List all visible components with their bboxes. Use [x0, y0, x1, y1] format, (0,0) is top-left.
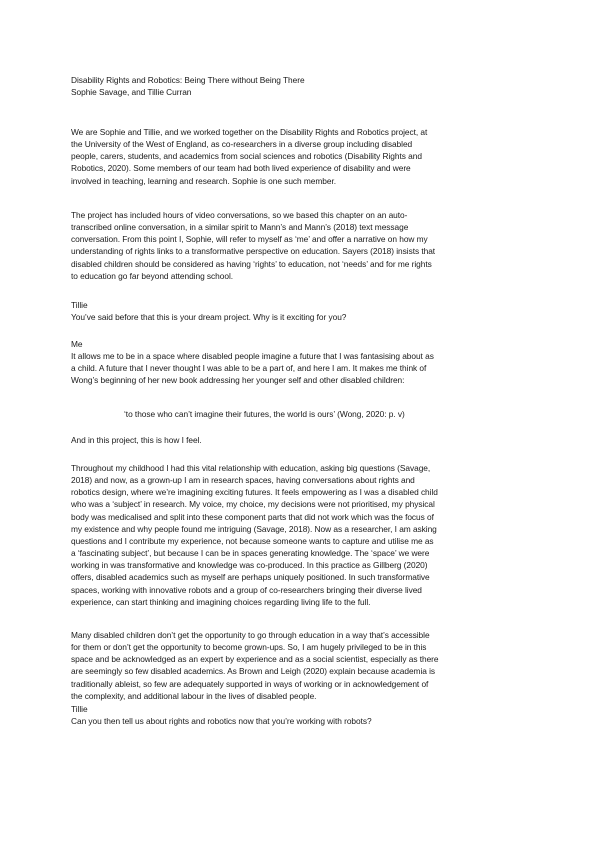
paragraph-line: are seemingly so few disabled academics. As Brown and Leigh (2020) explain because academia is: [71, 666, 436, 677]
paragraph-line: space and be acknowledged as an expert by experience and as a social scientist, especially as there: [71, 654, 439, 665]
paragraph-line: It allows me to be in a space where disabled people imagine a future that I was fantasising about as: [71, 351, 434, 362]
paragraph-method: [71, 209, 531, 282]
paragraph-feeling: [71, 434, 531, 446]
paragraph-line: The project has included hours of video conversations, so we based this chapter on an auto-: [71, 210, 408, 220]
paragraph-line: questions and I contribute my experience, not because someone wants to capture and utilise me as: [71, 535, 434, 546]
document-authors: Sophie Savage, and Tillie Curran: [71, 87, 192, 98]
paragraph-line: involved in teaching, learning and research. Sophie is one such member.: [71, 175, 337, 186]
paragraph-line: the University of the West of England, as co-researchers in a diverse group including disabled: [71, 139, 413, 150]
paragraph-line: Many disabled children don’t get the opportunity to go through education in a way that’s accessible: [71, 630, 430, 640]
paragraph-line: transcribed online conversation, in a similar spirit to Mann’s and Mann’s (2018) text message: [71, 222, 409, 233]
paragraph-childhood: [71, 462, 531, 608]
paragraph-privilege: [71, 629, 531, 702]
document-header: [71, 74, 531, 98]
paragraph-line: for them or don’t get the opportunity to become grown-ups. So, I am hugely privileged to be in this: [71, 642, 427, 653]
paragraph-line: robotics design, where we’re imagining exciting futures. It feels empowering as I was a disabled child: [71, 487, 438, 498]
dialogue-question-2: [71, 703, 531, 727]
block-quote: [124, 408, 544, 420]
paragraph-line: my existence and why people found me intriguing (Savage, 2018). Now as a researcher, I am asking: [71, 523, 437, 534]
speaker-label: Tillie: [71, 300, 88, 310]
paragraph-line: the complexity, and additional labour in the lives of disabled people.: [71, 690, 317, 701]
paragraph-line: understanding of rights links to a transformative perspective on education. Sayers (2018) insists that: [71, 246, 436, 257]
question-text: Can you then tell us about rights and robotics now that you’re working with robots?: [71, 716, 372, 727]
paragraph-line: conversation. From this point I, Sophie, will refer to myself as ‘me’ and offer a narrative on how my: [71, 234, 428, 245]
paragraph-line: Throughout my childhood I had this vital relationship with education, asking big questions (Savage,: [71, 463, 431, 473]
paragraph-line: a child. A future that I never thought I was able to be a part of, and here I am. It makes me think of: [71, 363, 427, 374]
paragraph-line: experience, can start thinking and imagining choices regarding living life to the full.: [71, 596, 371, 607]
dialogue-answer-1: [71, 338, 531, 387]
paragraph-line: And in this project, this is how I feel.: [71, 435, 202, 445]
paragraph-line: 2018) and now, as a grown-up I am in research spaces, having conversations about rights and: [71, 475, 415, 486]
question-text: You’ve said before that this is your dream project. Why is it exciting for you?: [71, 312, 347, 323]
paragraph-line: spaces, working with innovative robots and a group of co-researchers bringing their diverse lived: [71, 584, 422, 595]
paragraph-line: working in was transformative and knowledge was co-produced. In this practice as Gillberg (2020): [71, 560, 428, 571]
paragraph-line: disabled children should be considered as having ‘rights’ to education, not ‘needs’ and for me rights: [71, 258, 432, 269]
paragraph-line: body was medicalised and split into these component parts that did not work which was the focus of: [71, 511, 434, 522]
paragraph-line: offers, disabled academics such as myself are perhaps uniquely positioned. In such transformative: [71, 572, 430, 583]
speaker-label: Me: [71, 339, 83, 349]
paragraph-line: We are Sophie and Tillie, and we worked together on the Disability Rights and Robotics project, at: [71, 127, 428, 137]
speaker-label: Tillie: [71, 704, 88, 714]
dialogue-question-1: [71, 299, 531, 323]
paragraph-line: to education go far beyond attending school.: [71, 270, 234, 281]
paragraph-line: a ‘fascinating subject’, but because I can be in spaces generating knowledge. The ‘space’ we were: [71, 548, 430, 559]
document-title: Disability Rights and Robotics: Being There without Being There: [71, 75, 305, 85]
paragraph-line: Wong’s beginning of her new book addressing her younger self and other disabled children:: [71, 375, 405, 386]
paragraph-line: Robotics, 2020). Some members of our team had both lived experience of disability and were: [71, 163, 411, 174]
paragraph-line: who was a ‘subject’ in research. My voice, my choice, my decisions were not prioritised, my physical: [71, 499, 435, 510]
paragraph-line: people, carers, students, and academics from social sciences and robotics (Disability Rights and: [71, 151, 422, 162]
paragraph-intro: [71, 126, 531, 187]
quote-text: ‘to those who can’t imagine their futures, the world is ours’ (Wong, 2020: p. v): [124, 409, 405, 419]
paragraph-line: traditionally ableist, so few are adequately supported in ways of working or in acknowledgement of: [71, 678, 429, 689]
